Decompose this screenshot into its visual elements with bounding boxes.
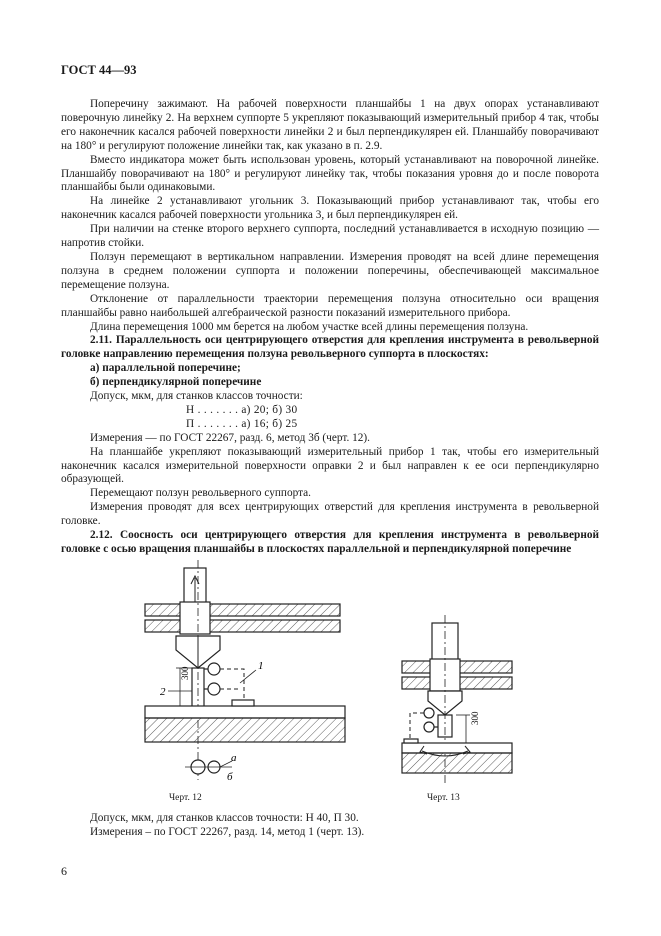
- section-2-11-title: 2.11. Параллельность оси центрирующего отверстия для крепления инструмента в револьверной головке направлению перемещения ползуна револьверного суппорта в плоскостях:: [61, 334, 599, 361]
- tolerance-intro: Допуск, мкм, для станков классов точности:: [90, 390, 303, 403]
- section-2-11-p1: На планшайбе укрепляют показывающий измерительный прибор 1 так, чтобы его измерительный наконечник касался измерительной поверхности оправки 2 и был направлен к ее оси перпендикулярно образующей.: [61, 445, 599, 486]
- paragraph-2: Вместо индикатора может быть использован уровень, который устанавливают на поворочной линейке. Планшайбу поворачивают на 180° и регулируют линейку так, чтобы показания уровня до и после поворота планшайбы были одинаковыми.: [61, 153, 599, 194]
- bottom-text: [61, 812, 599, 840]
- section-2-11-item-b: [61, 376, 599, 390]
- section-2-12-title: 2.12. Соосность оси центрирующего отверстия для крепления инструмента в револьверной головке с осью вращения планшайбы в плоскостях параллельной и перпендикулярной поперечине: [61, 529, 599, 555]
- figure-12-label-a: а: [231, 752, 237, 764]
- paragraph-6: Отклонение от параллельности траектории перемещения ползуна относительно оси вращения планшайбы равно наибольшей алгебраической разности показаний измерительного прибора.: [61, 292, 599, 319]
- figure-12-label-b: б: [227, 771, 233, 783]
- document-header: ГОСТ 44—93: [61, 63, 137, 77]
- item-a-text: а) параллельной поперечине;: [90, 362, 241, 375]
- bottom-measurement: Измерения – по ГОСТ 22267, разд. 14, метод 1 (черт. 13).: [90, 825, 365, 838]
- measurement-2-11: Измерения — по ГОСТ 22267, разд. 6, метод 3б (черт. 12).: [90, 431, 370, 444]
- section-2-11-item-a: [61, 362, 599, 376]
- figure-12-drawing: [140, 558, 350, 788]
- figure-12-label-2: 2: [160, 686, 166, 698]
- figure-12-caption: Черт. 12: [169, 793, 202, 803]
- item-b-text: б) перпендикулярной поперечине: [90, 376, 262, 389]
- paragraph-5: Ползун перемещают в вертикальном направлении. Измерения проводят на всей длине перемещения ползуна в среднем положении суппорта и положении поперечины, обеспечивающей максимальное перемещение ползуна.: [61, 250, 599, 291]
- paragraph-1: Поперечину зажимают. На рабочей поверхности планшайбы 1 на двух опорах устанавливают поверочную линейку 2. На верхнем суппорте 5 укрепляют показывающий измерительный прибор 4 так, чтобы его наконечник касался рабочей поверхности линейки 2 и был перпендикулярен ей. Планшайбу поворачивают на 180° и регулируют положение линейки так, как указано в п. 2.9.: [61, 98, 599, 152]
- figure-13-caption: Черт. 13: [427, 793, 460, 803]
- figure-13-dimension: 300: [470, 711, 480, 725]
- figure-12-dimension: 300: [180, 666, 190, 680]
- bottom-tolerance: Допуск, мкм, для станков классов точности: Н 40, П 30.: [90, 812, 359, 824]
- main-text: [61, 98, 599, 557]
- figure-13-drawing: [380, 595, 515, 785]
- paragraph-7: Длина перемещения 1000 мм берется на любом участке всей длины перемещения ползуна.: [90, 320, 529, 333]
- page-number: 6: [61, 864, 67, 878]
- tolerance-h: Н . . . . . . . а) 20; б) 30: [186, 403, 298, 416]
- tolerance-p: П . . . . . . . а) 16; б) 25: [186, 417, 298, 430]
- section-2-11-p3: Измерения проводят для всех центрирующих отверстий для крепления инструмента в револьверной головке.: [61, 501, 599, 528]
- section-2-11-p2: Перемещают ползун револьверного суппорта.: [90, 487, 312, 500]
- paragraph-4: При наличии на стенке второго верхнего суппорта, последний устанавливается в исходную позицию — напротив стойки.: [61, 223, 599, 250]
- figure-12-label-1: 1: [258, 660, 264, 672]
- paragraph-3: На линейке 2 устанавливают угольник 3. Показывающий прибор устанавливают так, чтобы его наконечник касался рабочей поверхности угольника 3, и был перпендикулярен ей.: [61, 195, 599, 222]
